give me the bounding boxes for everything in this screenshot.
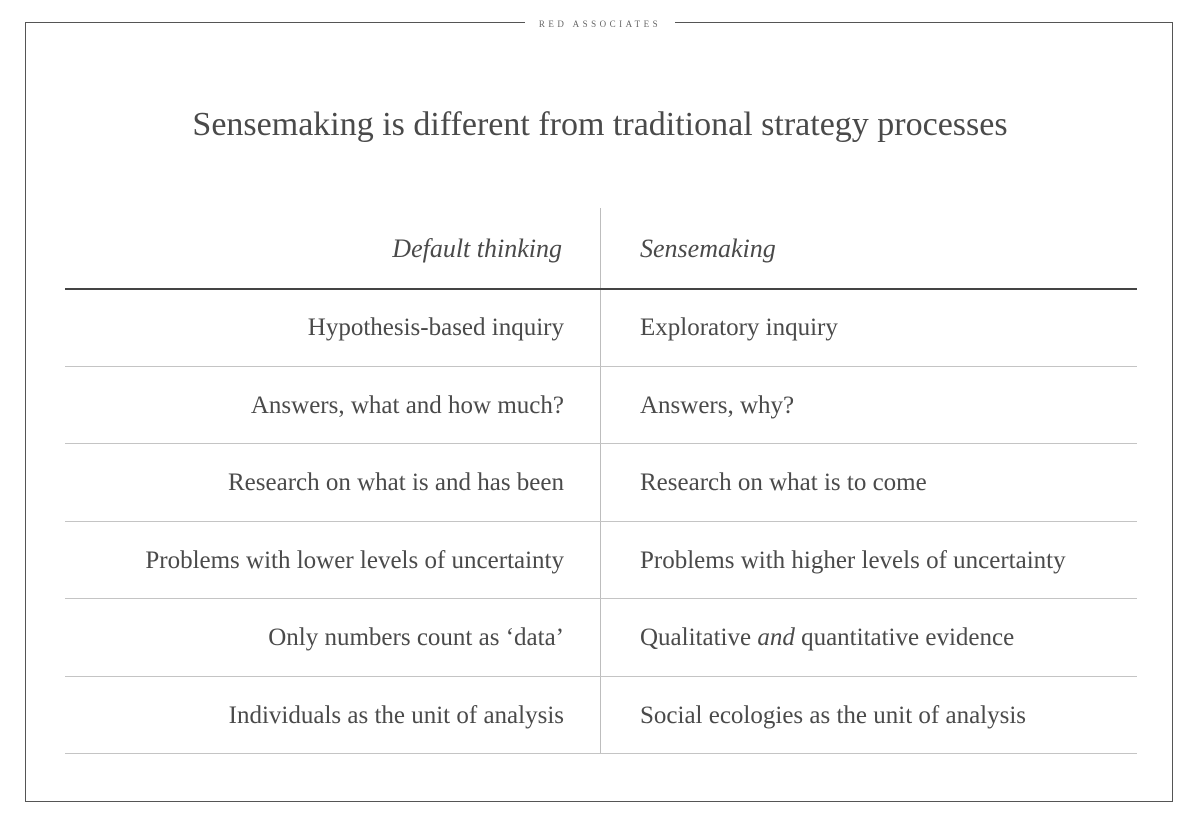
sensemaking-cell: Research on what is to come <box>640 469 927 496</box>
default-thinking-cell: Answers, what and how much? <box>250 391 564 419</box>
default-thinking-cell: Individuals as the unit of analysis <box>228 701 564 729</box>
table-row <box>65 367 1137 445</box>
default-thinking-cell: Hypothesis-based inquiry <box>307 314 564 341</box>
column-header-sensemaking: Sensemaking <box>640 234 776 263</box>
comparison-table <box>65 289 1137 754</box>
table-row <box>65 289 1137 367</box>
default-thinking-cell: Problems with lower levels of uncertainty <box>145 546 564 574</box>
column-header-default-thinking: Default thinking <box>392 234 562 263</box>
sensemaking-cell: Social ecologies as the unit of analysis <box>640 701 1027 729</box>
default-thinking-cell: Only numbers count as ‘data’ <box>268 624 564 651</box>
table-row <box>65 444 1137 522</box>
table-row <box>65 599 1137 677</box>
sensemaking-cell: Qualitative and quantitative evidence <box>640 624 1015 651</box>
default-thinking-cell: Research on what is and has been <box>228 469 564 496</box>
table-row <box>65 522 1137 600</box>
sensemaking-cell: Problems with higher levels of uncertainty <box>640 546 1066 574</box>
slide-title: Sensemaking is different from traditional strategy processes <box>192 106 1008 143</box>
table-row <box>65 677 1137 755</box>
sensemaking-cell: Answers, why? <box>640 391 795 419</box>
sensemaking-cell: Exploratory inquiry <box>640 314 838 341</box>
brand-text: RED ASSOCIATES <box>525 16 675 32</box>
